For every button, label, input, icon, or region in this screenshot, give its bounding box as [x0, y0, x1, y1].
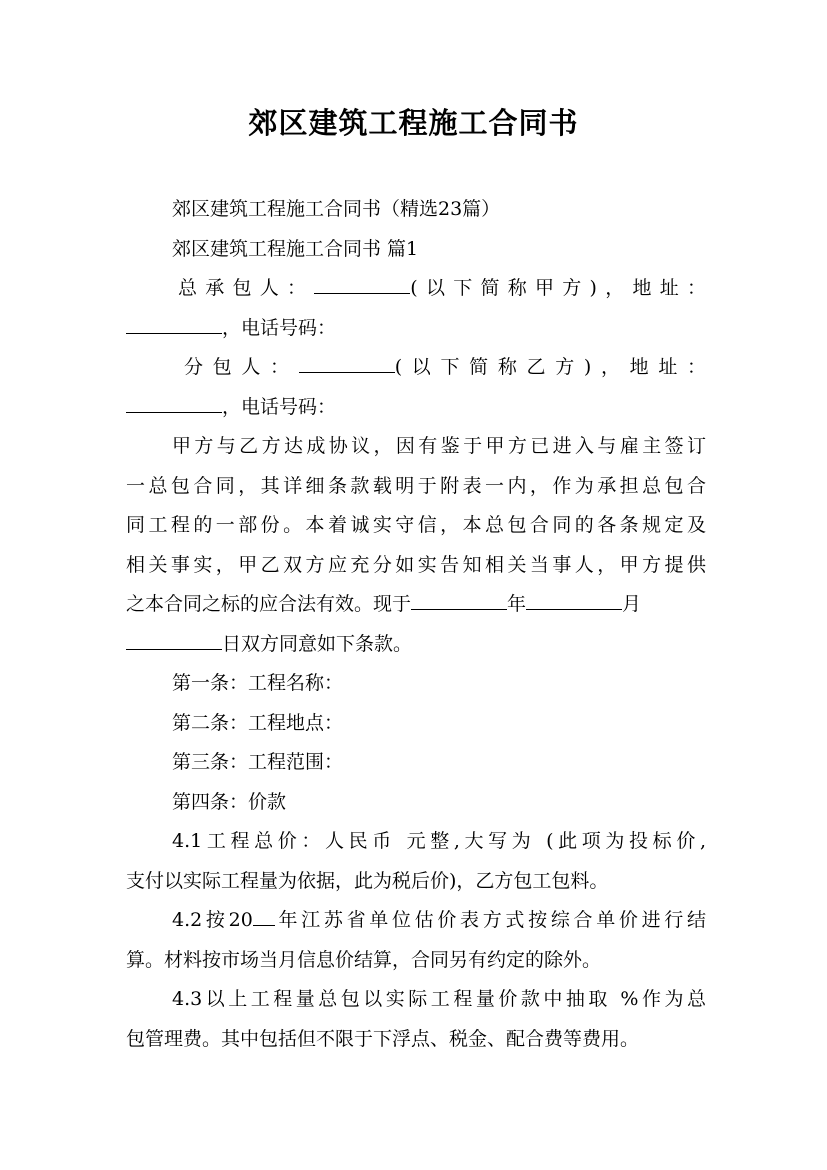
subcontractor-line — [126, 348, 706, 388]
general-contractor-phone-line — [126, 309, 706, 349]
general-contractor-name-blank — [314, 273, 410, 294]
clause-4-3-line-2: 包管理费。其中包括但不限于下浮点、税金、配合费等费用。 — [126, 1027, 640, 1050]
intro-line-5-text: 之本合同之标的应合法有效。现于 — [126, 593, 412, 615]
article-1: 第一条：工程名称： — [172, 672, 344, 694]
intro-line-5 — [126, 585, 706, 625]
clause-4-2-text-a: 4.2按20 — [172, 909, 253, 931]
year-label: 年 — [507, 593, 527, 615]
intro-line-4: 相关事实，甲乙双方应充分如实告知相关当事人，甲方提供 — [126, 553, 706, 576]
clause-4-1-line-1: 4.1工程总价：人民币 元整,大写为 (此项为投标价, — [172, 830, 706, 852]
year-blank — [411, 589, 507, 610]
subcontractor-address-blank — [126, 392, 222, 413]
intro-line-6 — [126, 625, 706, 665]
clause-4-2-text-b: 年江苏省单位估价表方式按综合单价进行结 — [274, 909, 706, 931]
document-subtitle: 郊区建筑工程施工合同书（精选23篇） — [172, 198, 501, 220]
article-3: 第三条：工程范围： — [172, 751, 344, 773]
clause-4-2-line-1 — [126, 901, 706, 941]
subcontractor-address-label: 地址： — [629, 356, 706, 378]
month-blank — [526, 589, 622, 610]
subcontractor-label: 分包人： — [184, 356, 299, 378]
clause-4-2-year-blank — [253, 905, 275, 926]
clause-4-3-line-1: 4.3以上工程量总包以实际工程量价款中抽取 %作为总 — [172, 988, 706, 1010]
intro-line-3: 同工程的一部份。本着诚实守信，本总包合同的各条规定及 — [126, 514, 706, 536]
subcontractor-phone-line — [126, 388, 706, 428]
month-label: 月 — [622, 593, 642, 615]
article-4: 第四条：价款 — [172, 790, 287, 813]
intro-line-2: 一总包合同，其详细条款载明于附表一内，作为承担总包合 — [126, 474, 706, 497]
day-blank — [126, 629, 222, 650]
general-contractor-line — [126, 269, 706, 309]
article-2: 第二条：工程地点： — [172, 711, 344, 734]
intro-line-6-text: 日双方同意如下条款。 — [222, 632, 413, 655]
general-contractor-phone-label: ，电话号码： — [222, 316, 337, 339]
document-title: 郊区建筑工程施工合同书 — [248, 106, 579, 140]
section-heading: 郊区建筑工程施工合同书 篇1 — [172, 237, 419, 260]
general-contractor-note: (以下简称甲方)， — [410, 277, 633, 299]
clause-4-2-line-2: 算。材料按市场当月信息价结算，合同另有约定的除外。 — [126, 948, 602, 971]
clause-4-1-line-2: 支付以实际工程量为依据，此为税后价)，乙方包工包料。 — [126, 869, 609, 892]
general-contractor-address-label: 地址： — [632, 277, 706, 299]
intro-line-1: 甲方与乙方达成协议，因有鉴于甲方已进入与雇主签订 — [172, 435, 706, 457]
subcontractor-note: (以下简称乙方)， — [394, 356, 630, 378]
general-contractor-label: 总承包人： — [178, 277, 315, 299]
subcontractor-name-blank — [299, 352, 395, 373]
document-body — [126, 190, 706, 1059]
general-contractor-address-blank — [126, 313, 222, 334]
subcontractor-phone-label: ，电话号码： — [222, 395, 337, 418]
